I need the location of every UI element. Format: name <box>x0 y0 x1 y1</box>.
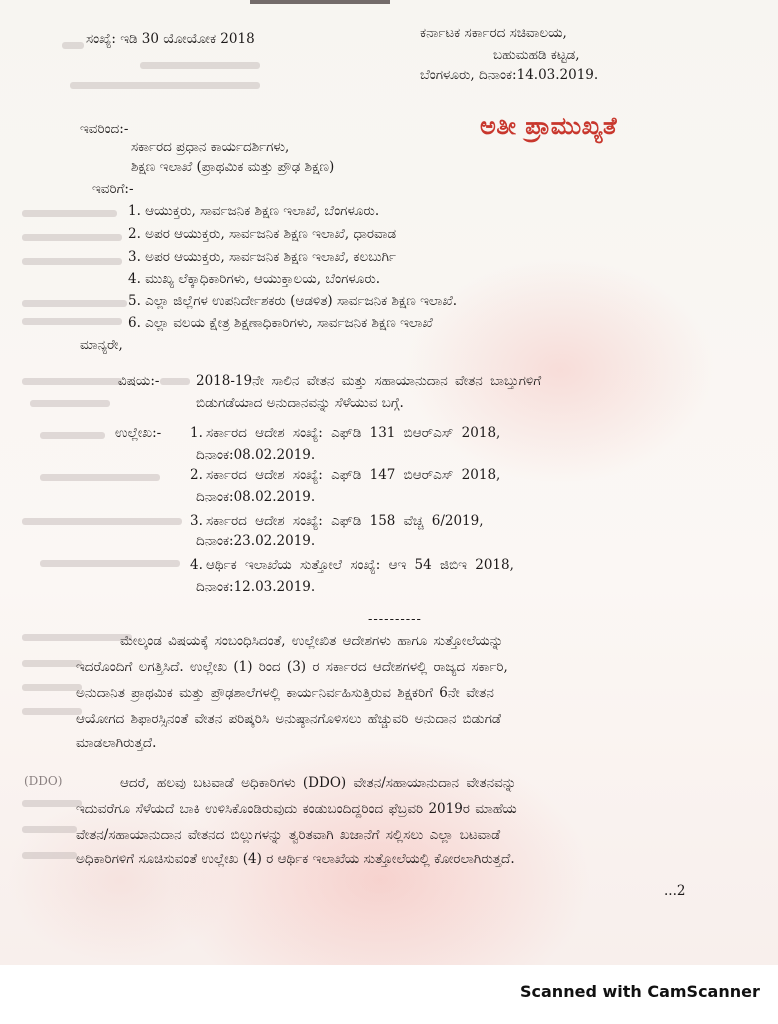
margin-smudge <box>22 826 77 833</box>
margin-smudge <box>22 518 182 525</box>
margin-smudge <box>22 634 132 641</box>
margin-note: (DDO) <box>24 774 63 788</box>
office-line-1: ಕರ್ನಾಟಕ ಸರ್ಕಾರದ ಸಚಿವಾಲಯ, <box>420 25 567 41</box>
from-label: ಇವರಿಂದ:- <box>80 121 129 137</box>
paragraph-line: ಆಯೋಗದ ಶಿಫಾರಸ್ಸಿನಂತೆ ವೇತನ ಪರಿಷ್ಕರಿಸಿ ಅನುಷ್ಠಾನಗೊಳಿಸಲು ಹೆಚ್ಚುವರಿ ಅನುದಾನ ಬಿಡುಗಡೆ <box>76 711 502 727</box>
reference-date: ದಿನಾಂಕ:12.03.2019. <box>196 579 316 595</box>
subject-label: ವಿಷಯ:- <box>118 373 160 389</box>
paragraph-line: ವೇತನ/ಸಹಾಯಾನುದಾನ ವೇತನದ ಬಿಲ್ಲುಗಳನ್ನು ತ್ವರಿತವಾಗಿ ಖಜಾನೆಗೆ ಸಲ್ಲಿಸಲು ಎಲ್ಲಾ ಬಟವಾಡೆ <box>76 827 501 843</box>
subject-line-2: ಬಿಡುಗಡೆಯಾದ ಅನುದಾನವನ್ನು ಸೆಳೆಯುವ ಬಗ್ಗೆ. <box>196 395 404 411</box>
margin-smudge <box>160 378 190 385</box>
recipient-item: 3. ಅಪರ ಆಯುಕ್ತರು, ಸಾರ್ವಜನಿಕ ಶಿಕ್ಷಣ ಇಲಾಖೆ, ಕಲಬುರ್ಗಿ <box>128 249 397 265</box>
paragraph-line: ಇದುವರೆಗೂ ಸೆಳೆಯದೆ ಬಾಕಿ ಉಳಿಸಿಕೊಂಡಿರುವುದು ಕಂಡುಬಂದಿದ್ದರಿಂದ ಫೆಬ್ರವರಿ 2019ರ ಮಾಹೆಯ <box>76 801 517 817</box>
office-date: ಬೆಂಗಳೂರು, ದಿನಾಂಕ:14.03.2019. <box>420 67 599 83</box>
margin-smudge <box>40 560 180 567</box>
paragraph-line: ಮೇಲ್ಕಂಡ ವಿಷಯಕ್ಕೆ ಸಂಬಂಧಿಸಿದಂತೆ, ಉಲ್ಲೇಖಿತ ಆದೇಶಗಳು ಹಾಗೂ ಸುತ್ತೋಲೆಯನ್ನು <box>120 633 504 649</box>
reference-date: ದಿನಾಂಕ:23.02.2019. <box>196 533 316 549</box>
margin-smudge <box>22 378 122 385</box>
priority-stamp: ಅತೀ ಪ್ರಾಮುಖ್ಯತೆ <box>480 112 618 140</box>
reference-date: ದಿನಾಂಕ:08.02.2019. <box>196 447 316 463</box>
margin-smudge <box>22 258 122 265</box>
reference-number: 1. <box>190 425 203 441</box>
margin-smudge <box>140 62 260 69</box>
page-continue-marker: ...2 <box>664 883 686 899</box>
margin-smudge <box>22 684 82 691</box>
recipient-item: 1. ಆಯುಕ್ತರು, ಸಾರ್ವಜನಿಕ ಶಿಕ್ಷಣ ಇಲಾಖೆ, ಬೆಂಗಳೂರು. <box>128 203 380 219</box>
salutation: ಮಾನ್ಯರೇ, <box>80 337 123 353</box>
margin-smudge <box>62 42 84 49</box>
subject-line-1: 2018-19ನೇ ಸಾಲಿನ ವೇತನ ಮತ್ತು ಸಹಾಯಾನುದಾನ ವೇತನ ಬಾಬ್ತುಗಳಿಗೆ <box>196 373 542 389</box>
margin-smudge <box>22 800 82 807</box>
reference-label: ಉಲ್ಲೇಖ:- <box>115 425 162 441</box>
reference-line: ಸರ್ಕಾರದ ಆದೇಶ ಸಂಖ್ಯೆ: ಎಫ್‌ಡಿ 131 ಬಿಆರ್‌ಎಸ್ 2018, <box>206 425 501 441</box>
margin-smudge <box>40 432 105 439</box>
margin-smudge <box>40 474 160 481</box>
recipient-item: 2. ಅಪರ ಆಯುಕ್ತರು, ಸಾರ್ವಜನಿಕ ಶಿಕ್ಷಣ ಇಲಾಖೆ, ಧಾರವಾಡ <box>128 226 397 242</box>
margin-smudge <box>22 300 127 307</box>
paragraph-line: ಅನುದಾನಿತ ಪ್ರಾಥಮಿಕ ಮತ್ತು ಪ್ರೌಢಶಾಲೆಗಳಲ್ಲಿ ಕಾರ್ಯನಿರ್ವಹಿಸುತ್ತಿರುವ ಶಿಕ್ಷಕರಿಗೆ 6ನೇ ವೇತನ <box>76 685 494 701</box>
recipient-item: 5. ಎಲ್ಲಾ ಜಿಲ್ಲೆಗಳ ಉಪನಿರ್ದೇಶಕರು (ಆಡಳಿತ) ಸಾರ್ವಜನಿಕ ಶಿಕ್ಷಣ ಇಲಾಖೆ. <box>128 293 458 309</box>
recipient-item: 4. ಮುಖ್ಯ ಲೆಕ್ಕಾಧಿಕಾರಿಗಳು, ಆಯುಕ್ತಾಲಯ, ಬೆಂಗಳೂರು. <box>128 271 381 287</box>
paragraph-line: ಮಾಡಲಾಗಿರುತ್ತದೆ. <box>76 735 157 751</box>
paragraph-line: ಅಧಿಕಾರಿಗಳಿಗೆ ಸೂಚಿಸುವಂತೆ ಉಲ್ಲೇಖ (4) ರ ಆರ್ಥಿಕ ಇಲಾಖೆಯ ಸುತ್ತೋಲೆಯಲ್ಲಿ ಕೋರಲಾಗಿರುತ್ತದೆ. <box>76 851 515 867</box>
reference-line: ಸರ್ಕಾರದ ಆದೇಶ ಸಂಖ್ಯೆ: ಎಫ್‌ಡಿ 147 ಬಿಆರ್‌ಎಸ್ 2018, <box>206 467 501 483</box>
margin-smudge <box>30 400 110 407</box>
margin-smudge <box>22 708 82 715</box>
from-line-2: ಶಿಕ್ಷಣ ಇಲಾಖೆ (ಪ್ರಾಥಮಿಕ ಮತ್ತು ಪ್ರೌಢ ಶಿಕ್ಷಣ) <box>131 159 335 175</box>
scanner-watermark: Scanned with CamScanner <box>520 982 760 1001</box>
section-divider: ---------- <box>368 612 422 627</box>
top-edge-mark <box>250 0 390 4</box>
margin-smudge <box>22 852 77 859</box>
reference-number: 3. <box>190 513 203 529</box>
margin-smudge <box>22 318 122 325</box>
margin-smudge <box>22 660 82 667</box>
office-line-2: ಬಹುಮಹಡಿ ಕಟ್ಟಡ, <box>493 47 580 63</box>
reference-date: ದಿನಾಂಕ:08.02.2019. <box>196 489 316 505</box>
reference-number: 4. <box>190 557 203 573</box>
margin-smudge <box>22 234 122 241</box>
paragraph-line: ಇದರೊಂದಿಗೆ ಲಗತ್ತಿಸಿದೆ. ಉಲ್ಲೇಖ (1) ರಿಂದ (3) ರ ಸರ್ಕಾರದ ಆದೇಶಗಳಲ್ಲಿ ರಾಜ್ಯದ ಸರ್ಕಾರಿ, <box>76 659 508 675</box>
margin-smudge <box>22 210 117 217</box>
file-number: ಸಂಖ್ಯೆ: ಇಡಿ 30 ಯೋಯೋಕ 2018 <box>86 31 255 47</box>
from-line-1: ಸರ್ಕಾರದ ಪ್ರಧಾನ ಕಾರ್ಯದರ್ಶಿಗಳು, <box>131 139 290 155</box>
reference-line: ಸರ್ಕಾರದ ಆದೇಶ ಸಂಖ್ಯೆ: ಎಫ್‌ಡಿ 158 ವೆಚ್ಚ 6/2019, <box>206 513 484 529</box>
recipient-item: 6. ಎಲ್ಲಾ ವಲಯ ಕ್ಷೇತ್ರ ಶಿಕ್ಷಣಾಧಿಕಾರಿಗಳು, ಸಾರ್ವಜನಿಕ ಶಿಕ್ಷಣ ಇಲಾಖೆ <box>128 315 433 331</box>
to-label: ಇವರಿಗೆ:- <box>92 181 134 197</box>
reference-number: 2. <box>190 467 203 483</box>
reference-line: ಆರ್ಥಿಕ ಇಲಾಖೆಯ ಸುತ್ತೋಲೆ ಸಂಖ್ಯೆ: ಆಇ 54 ಜಿಬಿಇ 2018, <box>206 557 514 573</box>
paragraph-line: ಆದರೆ, ಹಲವು ಬಟವಾಡೆ ಅಧಿಕಾರಿಗಳು (DDO) ವೇತನ/ಸಹಾಯಾನುದಾನ ವೇತನವನ್ನು <box>120 775 517 791</box>
margin-smudge <box>70 82 260 89</box>
